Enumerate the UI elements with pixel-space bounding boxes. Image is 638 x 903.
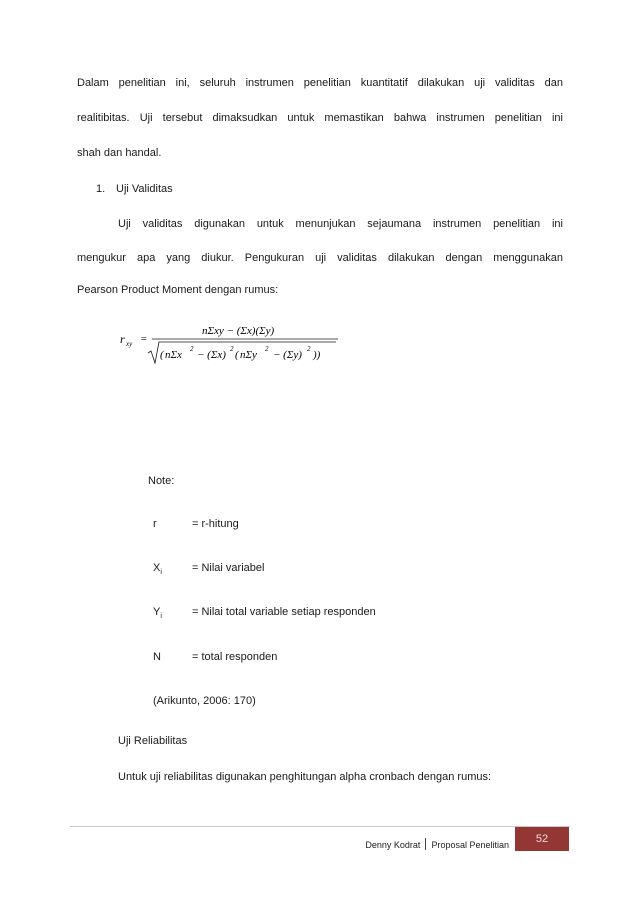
note-symbol-yi-text: Y [153, 606, 161, 618]
validity-paragraph-line-1: Uji validitas digunakan untuk menunjukan sejaumana instrumen penelitian ini [118, 218, 563, 230]
footer-separator [425, 838, 426, 850]
footer-author: Denny Kodrat [365, 840, 421, 850]
note-symbol-n [153, 650, 161, 665]
formula-numerator: nΣxy − (Σx)(Σy) [202, 325, 275, 337]
formula-equals: = [140, 333, 148, 345]
formula-den-d: − (Σy) [273, 349, 302, 361]
formula-paren-open-2: ( [235, 349, 239, 361]
note-symbol-xi-text: X [153, 562, 161, 574]
footer-title: Proposal Penelitian [431, 840, 509, 850]
page-number-badge [515, 827, 569, 851]
footer-text [365, 838, 509, 851]
formula-den-b: − (Σx) [197, 349, 226, 361]
formula-lhs: r [120, 332, 125, 346]
section-heading-uji-validitas: Uji Validitas [116, 183, 173, 195]
note-desc-n: = total responden [192, 651, 278, 663]
note-desc-r: = r-hitung [192, 518, 239, 530]
pearson-formula [118, 318, 348, 368]
formula-paren-open-1: ( [160, 349, 164, 361]
intro-paragraph-line-1: Dalam penelitian ini, seluruh instrumen penelitian kuantitatif dilakukan uji validitas dan [77, 77, 563, 89]
formula-sup-d: 2 [307, 345, 311, 353]
section-heading-uji-reliabilitas: Uji Reliabilitas [118, 735, 188, 747]
formula-den-c: nΣy [240, 349, 257, 361]
footer-rule [70, 826, 570, 827]
formula-sup-a: 2 [190, 345, 194, 353]
note-desc-yi: = Nilai total variable setiap responden [192, 606, 376, 618]
validity-paragraph-line-2: mengukur apa yang diukur. Pengukuran uji validitas dilakukan dengan menggunakan [77, 252, 563, 264]
note-symbol-n-text: N [153, 651, 161, 663]
note-symbol-xi [153, 561, 162, 580]
note-symbol-yi-sub: i [160, 613, 162, 621]
note-symbol-r [153, 517, 157, 532]
intro-paragraph-line-3: shah dan handal. [77, 147, 162, 159]
note-symbol-yi [153, 605, 162, 624]
validity-paragraph-line-3: Pearson Product Moment dengan rumus: [77, 284, 279, 296]
note-label: Note: [148, 475, 175, 487]
formula-paren-close: )) [313, 349, 321, 361]
formula-lhs-subscript: xy [126, 340, 133, 348]
pearson-formula-graphic [118, 318, 348, 368]
note-symbol-r-text: r [153, 518, 157, 530]
reliability-paragraph-line-1: Untuk uji reliabilitas digunakan penghitungan alpha cronbach dengan rumus: [118, 771, 492, 783]
formula-sup-c: 2 [265, 345, 269, 353]
note-desc-xi: = Nilai variabel [192, 562, 265, 574]
note-symbol-xi-sub: i [160, 569, 162, 577]
formula-sup-b: 2 [230, 345, 234, 353]
formula-den-a: nΣx [165, 349, 182, 361]
section-number: 1. [96, 183, 106, 195]
intro-paragraph-line-2: realitibitas. Uji tersebut dimaksudkan untuk memastikan bahwa instrumen penelitian ini [77, 112, 563, 124]
citation: (Arikunto, 2006: 170) [153, 695, 256, 707]
page-number: 52 [535, 833, 549, 845]
